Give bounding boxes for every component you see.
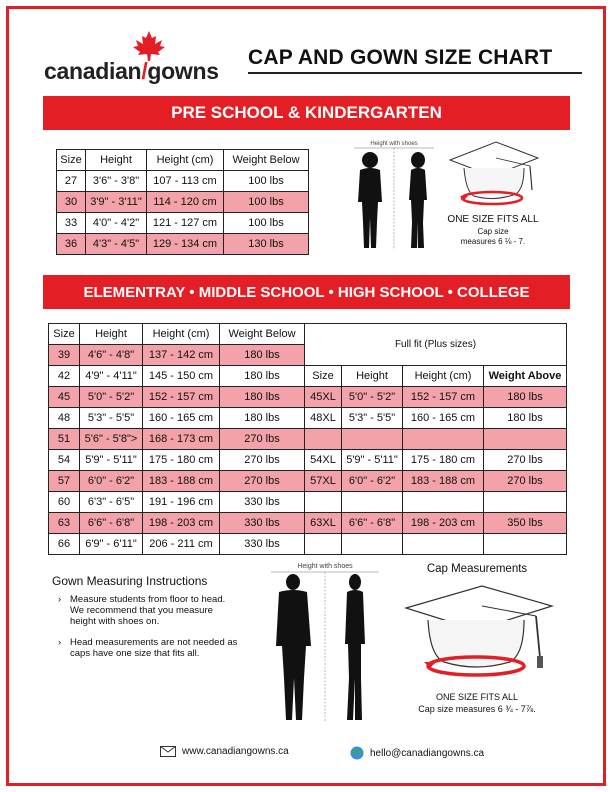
table-header: Weight Below <box>224 150 309 171</box>
table-header: Size <box>49 324 80 345</box>
table-header: Height (cm) <box>147 150 224 171</box>
table-row: 54 5'9" - 5'11" 175 - 180 cm 270 lbs 54XL 5'9" - 5'11" 175 - 180 cm 270 lbs <box>49 450 567 471</box>
table-row: 51 5'6" - 5'8"> 168 - 173 cm 270 lbs <box>49 429 567 450</box>
table-header: Height <box>80 324 143 345</box>
table-header: Height <box>342 366 403 387</box>
instructions-list <box>58 594 238 669</box>
table-row: 33 4'0" - 4'2" 121 - 127 cm 100 lbs <box>57 213 309 234</box>
child-height-figure <box>348 138 440 258</box>
table-row: 63 6'6" - 6'8" 198 - 203 cm 330 lbs 63XL 6'6" - 6'8" 198 - 203 cm 350 lbs <box>49 513 567 534</box>
preschool-banner: PRE SCHOOL & KINDERGARTEN <box>43 96 570 130</box>
envelope-icon <box>160 746 176 757</box>
school-size-table <box>48 323 567 555</box>
table-header: Size <box>57 150 86 171</box>
table-row: 39 4'6" - 4'8" 137 - 142 cm 180 lbs <box>49 345 567 366</box>
one-size-label: ONE SIZE FITS ALL <box>447 214 539 225</box>
cap-size-note: Cap size measures 6 ¾ - 7⅞. <box>418 704 536 714</box>
list-item: › Measure students from floor to head. We recommend that you measure height with shoes on. <box>58 594 226 627</box>
table-header: Weight Above <box>484 366 567 387</box>
website-link[interactable]: www.canadiangowns.ca <box>160 746 289 757</box>
table-row: 36 4'3" - 4'5" 129 - 134 cm 130 lbs <box>57 234 309 255</box>
logo[interactable] <box>44 30 244 90</box>
table-row: 48 5'3" - 5'5" 160 - 165 cm 180 lbs 48XL 5'3" - 5'5" 160 - 165 cm 180 lbs <box>49 408 567 429</box>
table-row: 27 3'6" - 3'8" 107 - 113 cm 100 lbs <box>57 171 309 192</box>
chevron-right-icon: › <box>58 637 62 648</box>
table-header: Height <box>86 150 147 171</box>
school-banner: ELEMENTRAY • MIDDLE SCHOOL • HIGH SCHOOL • COLLEGE <box>43 275 570 309</box>
cap-measurements-title: Cap Measurements <box>426 563 528 575</box>
table-row: 42 4'9" - 4'11" 145 - 150 cm 180 lbs Size Height Height (cm) Weight Above <box>49 366 567 387</box>
email-link[interactable]: hello@canadiangowns.ca <box>350 746 484 760</box>
table-row: 60 6'3" - 6'5" 191 - 196 cm 330 lbs <box>49 492 567 513</box>
list-item: › Head measurements are not needed as caps have one size that fits all. <box>58 637 238 659</box>
figure-label: Height with shoes <box>297 563 353 570</box>
cap-illustration-large <box>400 580 558 688</box>
chevron-right-icon: › <box>58 594 62 605</box>
cap-size-note: Cap size measures 6 ⅛ - 7. <box>460 227 526 246</box>
table-row: 45 5'0" - 5'2" 152 - 157 cm 180 lbs 45XL 5'0" - 5'2" 152 - 157 cm 180 lbs <box>49 387 567 408</box>
globe-icon <box>350 746 364 760</box>
adult-height-figure <box>265 560 385 728</box>
one-size-label: ONE SIZE FITS ALL <box>435 692 519 702</box>
logo-text: canadian/gowns <box>44 58 219 84</box>
page-title: CAP AND GOWN SIZE CHART <box>248 46 553 69</box>
cap-illustration-small <box>444 138 542 214</box>
title-underline <box>248 72 582 74</box>
table-row: 30 3'9" - 3'11" 114 - 120 cm 100 lbs <box>57 192 309 213</box>
plus-sizes-title: Full fit (Plus sizes) <box>305 324 567 366</box>
preschool-size-table <box>56 149 309 255</box>
figure-label: Height with shoes <box>370 141 418 147</box>
table-row: 66 6'9" - 6'11" 206 - 211 cm 330 lbs <box>49 534 567 555</box>
table-header: Height (cm) <box>403 366 484 387</box>
table-row: 57 6'0" - 6'2" 183 - 188 cm 270 lbs 57XL 6'0" - 6'2" 183 - 188 cm 270 lbs <box>49 471 567 492</box>
table-header: Weight Below <box>220 324 305 345</box>
table-header: Height (cm) <box>143 324 220 345</box>
table-header: Size <box>305 366 342 387</box>
instructions-title: Gown Measuring Instructions <box>52 574 208 588</box>
